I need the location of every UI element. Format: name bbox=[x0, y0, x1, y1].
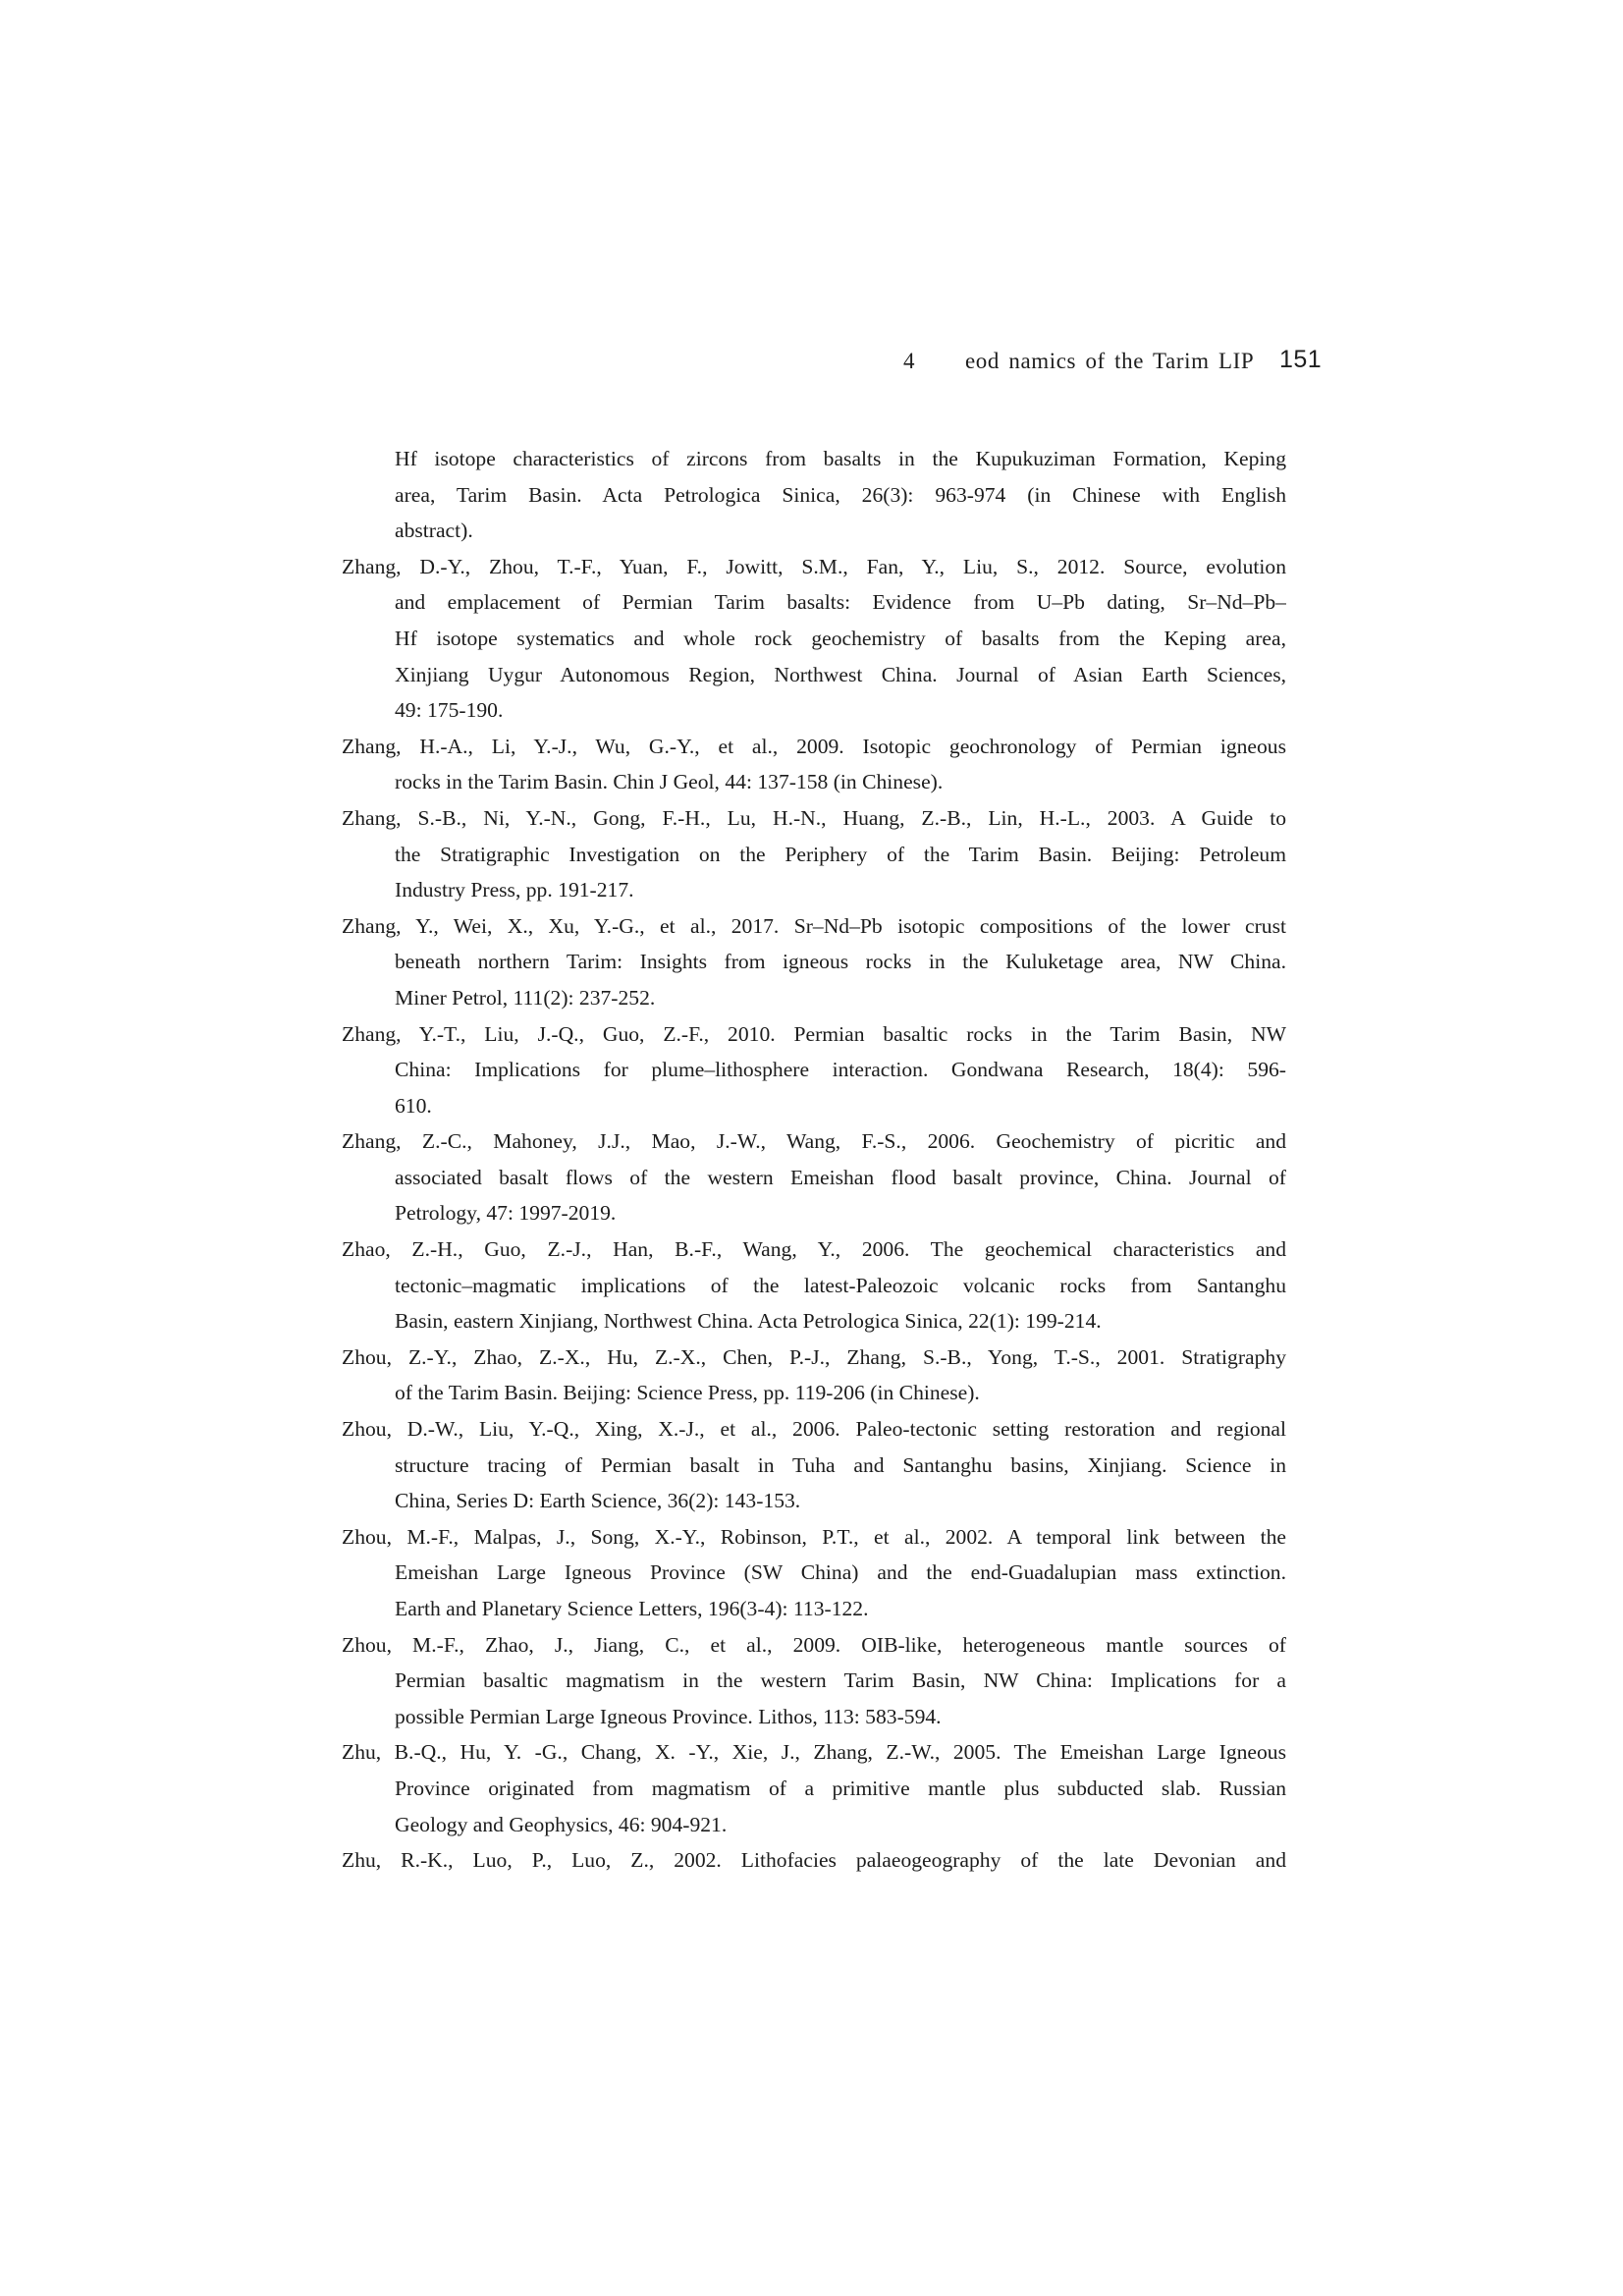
reference-line: possible Permian Large Igneous Province. Lithos, 113: 583-594. bbox=[395, 1704, 942, 1728]
reference-line: Zhang, H.-A., Li, Y.-J., Wu, G.-Y., et al., 2009. Isotopic geochronology of Permian igneous bbox=[342, 734, 1286, 758]
reference-line: Zhang, Z.-C., Mahoney, J.J., Mao, J.-W., Wang, F.-S., 2006. Geochemistry of picritic and bbox=[342, 1129, 1286, 1154]
reference-line: Emeishan Large Igneous Province (SW China) and the end-Guadalupian mass extinction. bbox=[395, 1560, 1286, 1585]
reference-line: China, Series D: Earth Science, 36(2): 143-153. bbox=[395, 1489, 801, 1513]
reference-line: 49: 175-190. bbox=[395, 698, 504, 723]
reference-line: abstract). bbox=[395, 519, 473, 543]
reference-line: Hf isotope characteristics of zircons from basalts in the Kupukuziman Formation, Keping bbox=[395, 447, 1286, 470]
reference-entry bbox=[342, 729, 1286, 800]
reference-line: Zhou, M.-F., Zhao, J., Jiang, C., et al., 2009. OIB-like, heterogeneous mantle sources of bbox=[342, 1632, 1286, 1657]
reference-entry bbox=[342, 549, 1286, 729]
reference-line: Earth and Planetary Science Letters, 196(3-4): 113-122. bbox=[395, 1597, 869, 1620]
reference-line: Basin, eastern Xinjiang, Northwest China. Acta Petrologica Sinica, 22(1): 199-214. bbox=[395, 1309, 1102, 1334]
reference-line: Industry Press, pp. 191-217. bbox=[395, 878, 634, 902]
reference-line: Permian basaltic magmatism in the western Tarim Basin, NW China: Implications for a bbox=[395, 1668, 1286, 1693]
reference-line: Zhang, Y.-T., Liu, J.-Q., Guo, Z.-F., 2010. Permian basaltic rocks in the Tarim Basin, NW bbox=[342, 1021, 1286, 1046]
running-title: eod namics of the Tarim LIP bbox=[965, 349, 1255, 373]
reference-entry bbox=[342, 1123, 1286, 1231]
reference-line: Zhou, Z.-Y., Zhao, Z.-X., Hu, Z.-X., Chen, P.-J., Zhang, S.-B., Yong, T.-S., 2001. Stratigraphy bbox=[342, 1344, 1286, 1369]
reference-entry bbox=[342, 1411, 1286, 1519]
reference-entry bbox=[342, 908, 1286, 1016]
reference-entry bbox=[342, 441, 1286, 549]
reference-line: and emplacement of Permian Tarim basalts: Evidence from U–Pb dating, Sr–Nd–Pb– bbox=[395, 590, 1286, 615]
reference-entry bbox=[342, 1627, 1286, 1735]
reference-entry bbox=[342, 1016, 1286, 1124]
reference-line: tectonic–magmatic implications of the latest-Paleozoic volcanic rocks from Santanghu bbox=[395, 1273, 1286, 1297]
chapter-number: 4 bbox=[903, 349, 915, 373]
reference-line: structure tracing of Permian basalt in Tuha and Santanghu basins, Xinjiang. Science in bbox=[395, 1452, 1286, 1477]
reference-entry bbox=[342, 1231, 1286, 1339]
reference-entry bbox=[342, 1339, 1286, 1411]
reference-entry bbox=[342, 1842, 1286, 1879]
page-number: 151 bbox=[1279, 346, 1323, 373]
reference-line: Zhou, M.-F., Malpas, J., Song, X.-Y., Robinson, P.T., et al., 2002. A temporal link between the bbox=[342, 1524, 1286, 1549]
reference-entry bbox=[342, 800, 1286, 908]
reference-line: China: Implications for plume–lithosphere interaction. Gondwana Research, 18(4): 596- bbox=[395, 1058, 1286, 1082]
reference-line: area, Tarim Basin. Acta Petrologica Sinica, 26(3): 963-974 (in Chinese with English bbox=[395, 482, 1286, 507]
reference-line: Zhu, R.-K., Luo, P., Luo, Z., 2002. Lithofacies palaeogeography of the late Devonian and bbox=[342, 1848, 1286, 1873]
reference-line: Miner Petrol, 111(2): 237-252. bbox=[395, 985, 656, 1010]
reference-line: Xinjiang Uygur Autonomous Region, Northwest China. Journal of Asian Earth Sciences, bbox=[395, 662, 1286, 686]
reference-line: Zhang, D.-Y., Zhou, T.-F., Yuan, F., Jowitt, S.M., Fan, Y., Liu, S., 2012. Source, evolution bbox=[342, 554, 1286, 578]
reference-entry bbox=[342, 1734, 1286, 1842]
reference-line: rocks in the Tarim Basin. Chin J Geol, 44: 137-158 (in Chinese). bbox=[395, 770, 944, 794]
reference-line: Province originated from magmatism of a primitive mantle plus subducted slab. Russian bbox=[395, 1776, 1286, 1800]
reference-line: Zhu, B.-Q., Hu, Y. -G., Chang, X. -Y., Xie, J., Zhang, Z.-W., 2005. The Emeishan Large Igneous bbox=[342, 1740, 1286, 1765]
running-header bbox=[0, 346, 1623, 379]
reference-line: Zhang, Y., Wei, X., Xu, Y.-G., et al., 2017. Sr–Nd–Pb isotopic compositions of the lower crust bbox=[342, 913, 1286, 938]
references-list bbox=[342, 441, 1286, 1879]
reference-line: Zhao, Z.-H., Guo, Z.-J., Han, B.-F., Wang, Y., 2006. The geochemical characteristics and bbox=[342, 1237, 1286, 1262]
reference-line: Geology and Geophysics, 46: 904-921. bbox=[395, 1812, 728, 1836]
reference-entry bbox=[342, 1519, 1286, 1627]
reference-line: Zhang, S.-B., Ni, Y.-N., Gong, F.-H., Lu, H.-N., Huang, Z.-B., Lin, H.-L., 2003. A Guide to bbox=[342, 805, 1286, 830]
reference-line: Hf isotope systematics and whole rock geochemistry of basalts from the Keping area, bbox=[395, 626, 1286, 650]
reference-line: Zhou, D.-W., Liu, Y.-Q., Xing, X.-J., et al., 2006. Paleo-tectonic setting restoration and regional bbox=[342, 1417, 1286, 1442]
reference-line: 610. bbox=[395, 1093, 432, 1118]
reference-line: Petrology, 47: 1997-2019. bbox=[395, 1201, 617, 1226]
reference-line: the Stratigraphic Investigation on the Periphery of the Tarim Basin. Beijing: Petroleum bbox=[395, 842, 1286, 866]
reference-line: of the Tarim Basin. Beijing: Science Press, pp. 119-206 (in Chinese). bbox=[395, 1381, 980, 1405]
reference-line: beneath northern Tarim: Insights from igneous rocks in the Kuluketage area, NW China. bbox=[395, 950, 1286, 974]
reference-line: associated basalt flows of the western Emeishan flood basalt province, China. Journal of bbox=[395, 1165, 1286, 1189]
